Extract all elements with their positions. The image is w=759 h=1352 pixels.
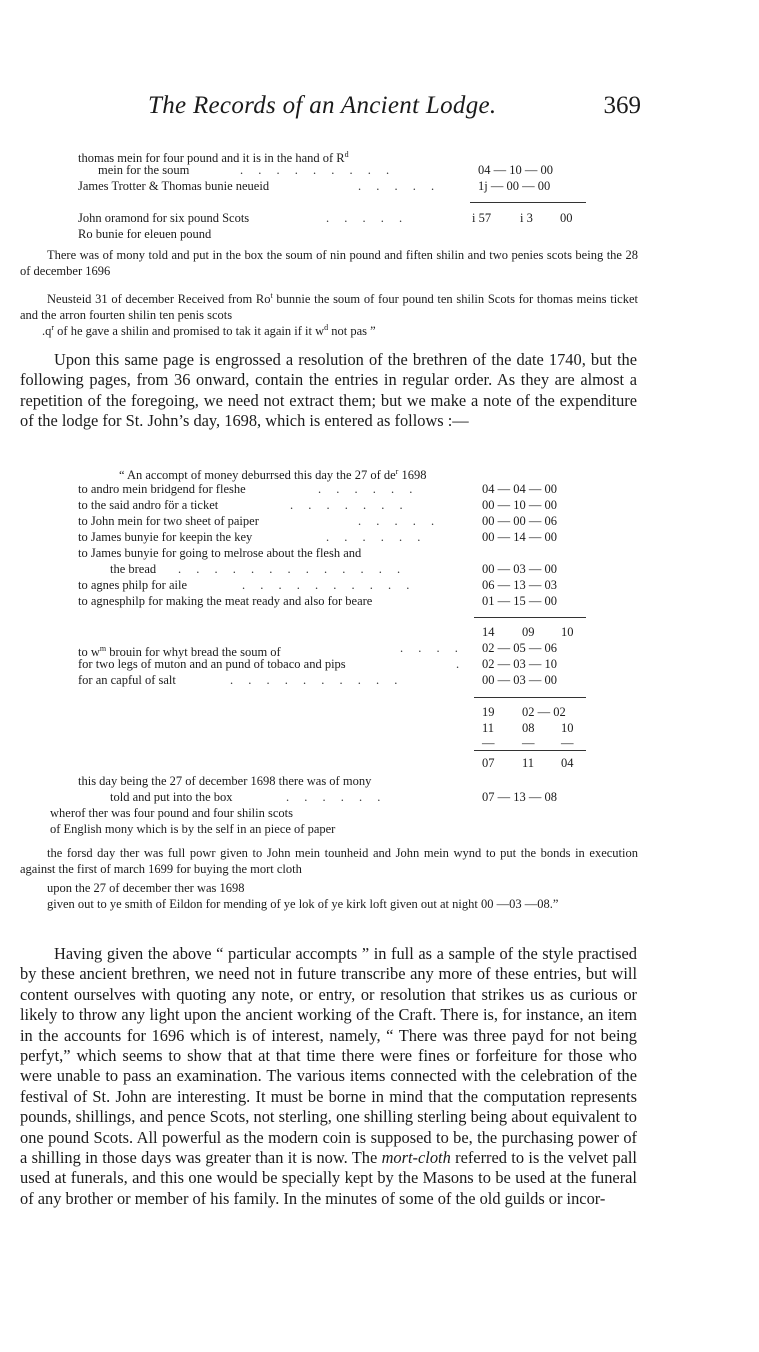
running-title: The Records of an Ancient Lodge. (148, 92, 497, 119)
box-line: told and put into the box (110, 790, 233, 804)
subtotal: 14 (482, 625, 495, 639)
amount: 02 — 03 — 10 (482, 657, 557, 671)
leader-dots: . (456, 657, 466, 671)
amount: 00 — 00 — 06 (482, 514, 557, 528)
amount: 01 — 15 — 00 (482, 594, 557, 608)
amount: 1j — 00 — 00 (478, 179, 551, 193)
box-line: this day being the 27 of december 1698 there was of mony (78, 774, 372, 788)
total: 11 (482, 721, 495, 735)
balance: 11 (522, 756, 535, 770)
amount: 00 — 14 — 00 (482, 530, 557, 544)
leader-dots: . . . . . (358, 179, 441, 193)
total: 19 (482, 705, 495, 719)
leader-dots: . . . . . . . (290, 498, 409, 512)
sum-rule (470, 202, 586, 203)
account-item: to $w^m$ brouin for whyt bread the soum of (78, 644, 281, 660)
total: 02 — 02 (522, 705, 566, 719)
account-item: to the said andro för a ticket (78, 498, 219, 512)
leader-dots: . . . . . . . . . . (230, 673, 404, 687)
accounts-line-upon: upon the 27 of december ther was 1698 (47, 881, 245, 895)
leader-dots: . . . . . . . . . (240, 163, 396, 177)
page-number: 369 (603, 92, 641, 119)
balance: 04 (561, 756, 574, 770)
account-item: for two legs of muton and an pund of tobaco and pips (78, 657, 346, 671)
account-item: to James bunyie for going to melrose about the flesh and (78, 546, 362, 560)
account-item: the bread (110, 562, 157, 576)
dash: — (482, 736, 495, 750)
total: 08 (522, 721, 535, 735)
amount: 02 — 05 — 06 (482, 641, 557, 655)
accounts-heading: “ An accompt of money deburrsed this day the 27 of $de^r$ 1698 (119, 467, 427, 483)
amount: 00 — 03 — 00 (482, 562, 557, 576)
quote-para-neusteid: Neusteid 31 of december Received from Ro$^t$ bunnie the soum of four pound ten shilin Scots for thomas meins ticket and the arron fourten shilin ten penis scots (20, 291, 638, 322)
amount: i 3 (520, 211, 533, 225)
amount: 00 (560, 211, 573, 225)
box-line: of English mony which is by the self in an piece of paper (50, 822, 336, 836)
leader-dots: . . . . (400, 641, 464, 655)
amount: 00 — 10 — 00 (482, 498, 557, 512)
leader-dots: . . . . . . . . . . . . . (178, 562, 407, 576)
body-paragraph-1: Upon this same page is engrossed a resolution of the brethren of the date 1740, but the following pages, from 36 onward, contain the entries in regular order. As they are almost a repetition of the foregoing, we need not extract them; but we make a note of the expenditure of the lodge for St. John’s day, 1698, which is entered as follows :— (20, 350, 637, 431)
account-item: for an capful of salt (78, 673, 176, 687)
sum-rule (474, 617, 586, 618)
dash: — (561, 736, 574, 750)
subtotal: 10 (561, 625, 574, 639)
leader-dots: . . . . . (358, 514, 441, 528)
accounts-para-forsd: the forsd day ther was full powr given to John mein tounheid and John mein wynd to put the bonds in execution against the first of march 1699 for buying the mort cloth (20, 846, 638, 876)
account-item: to agnesphilp for making the meat ready and also for beare (78, 594, 373, 608)
leader-dots: . . . . . . (286, 790, 387, 804)
dash: — (522, 736, 535, 750)
account-item: to andro mein bridgend for fleshe (78, 482, 246, 496)
quote-line-james-trotter: James Trotter & Thomas bunie neueid (78, 179, 270, 193)
leader-dots: . . . . . . (318, 482, 419, 496)
amount: 06 — 13 — 03 (482, 578, 557, 592)
leader-dots: . . . . . . (326, 530, 427, 544)
account-item: to John mein for two sheet of paiper (78, 514, 259, 528)
subtotal: 09 (522, 625, 535, 639)
total: 10 (561, 721, 574, 735)
amount: 07 — 13 — 08 (482, 790, 557, 804)
amount: 00 — 03 — 00 (482, 673, 557, 687)
body-paragraph-2: Having given the above “ particular accompts ” in full as a sample of the style practised by these ancient brethren, we need not in future transcribe any more of these entries, but will content ourselves with quoting any note, or entry, or resolution that strikes us as curious or likely to throw any light upon the ancient working of the Craft. There is, for instance, an item in the accounts for 1696 which is of interest, namely, “ There was three payd for not being perfyt,” which seems to show that at that time there were fines or forfeiture for those who were unable to pass an examination. The various items connected with the celebration of the festival of St. John are interesting. It must be borne in mind that the computation represents pounds, shillings, and pence Scots, not sterling, one shilling sterling being about equivalent to one pound Scots. All powerful as the modern coin is supposed to be, the purchasing power of a shilling in those days was greater than it is now. The mort-cloth referred to is the velvet pall used at funerals, and this one would be specially kept by the Masons to be used at the funeral of any brother or member of his family. In the minutes of some of the old guilds or incor- (20, 944, 637, 1208)
account-item: to James bunyie for keepin the key (78, 530, 253, 544)
quote-line-thomas-mein: thomas mein for four pound and it is in the hand of $R^d$ (78, 150, 349, 166)
quote-para-mony-told: There was of mony told and put in the box the soum of nin pound and fiften shilin and two penies scots being the 28 of december 1696 (20, 248, 638, 278)
page-header (0, 92, 759, 126)
accounts-para-given: given out to ye smith of Eildon for mending of ye lok of ye kirk loft given out at night 00 —03 —08.” (47, 897, 559, 911)
box-line: wherof ther was four pound and four shilin scots (50, 806, 294, 820)
quote-line-soum: mein for the soum (98, 163, 190, 177)
leader-dots: . . . . . . . . . . (242, 578, 416, 592)
balance: 07 (482, 756, 495, 770)
quote-line-john-oramond: John oramond for six pound Scots (78, 211, 250, 225)
amount: i 57 (472, 211, 492, 225)
sum-rule (474, 750, 586, 751)
amount: 04 — 04 — 00 (482, 482, 557, 496)
quote-para-shilin: $.q^r$ of he gave a shilin and promised to tak it again if it $w^d$ not pas ” (42, 323, 376, 339)
amount: 04 — 10 — 00 (478, 163, 553, 177)
sum-rule (474, 697, 586, 698)
quote-line-ro-bunie: Ro bunie for eleuen pound (78, 227, 212, 241)
account-item: to agnes philp for aile (78, 578, 187, 592)
leader-dots: . . . . . (326, 211, 409, 225)
